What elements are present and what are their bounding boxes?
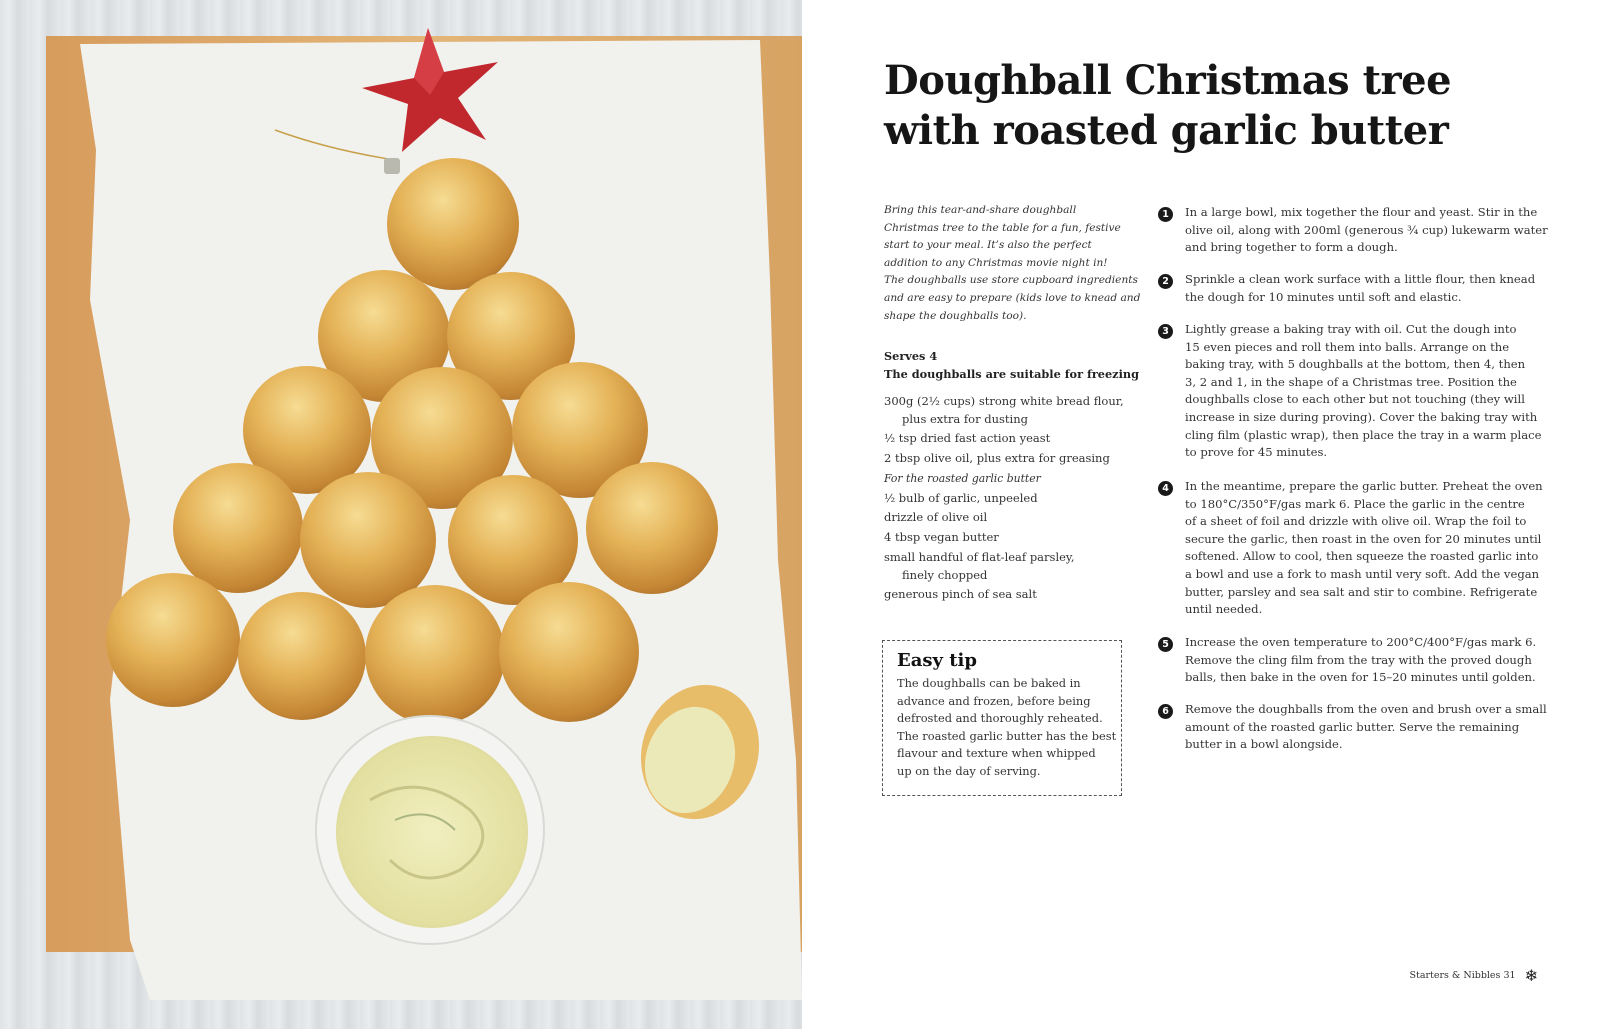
step-line: secure the garlic, then roast in the oven for 20 minutes until bbox=[1185, 531, 1542, 546]
ingredient-line: small handful of flat-leaf parsley, bbox=[884, 550, 1075, 565]
ingredient-item bbox=[884, 430, 1134, 448]
ingredient-line: generous pinch of sea salt bbox=[884, 587, 1037, 602]
step-line: In a large bowl, mix together the flour and yeast. Stir in the bbox=[1185, 205, 1538, 219]
ingredient-line: 4 tbsp vegan butter bbox=[884, 530, 999, 545]
step-line: increase in size during proving). Cover the baking tray with bbox=[1185, 409, 1538, 424]
page-footer bbox=[1410, 966, 1539, 985]
step-line: In the meantime, prepare the garlic butter. Preheat the oven bbox=[1185, 479, 1543, 493]
ingredient-line-continued: plus extra for dusting bbox=[902, 411, 1028, 426]
step-line: 3, 2 and 1, in the shape of a Christmas tree. Position the bbox=[1185, 374, 1517, 389]
serves-count: Serves 4 bbox=[884, 349, 938, 363]
step-number-badge: 1 bbox=[1158, 207, 1173, 222]
tip-line: up on the day of serving. bbox=[897, 763, 1041, 778]
tip-line: defrosted and thoroughly reheated. bbox=[897, 711, 1103, 726]
recipe-title bbox=[884, 56, 1564, 156]
step-line: softened. Allow to cool, then squeeze the roasted garlic into bbox=[1185, 549, 1539, 564]
tip-line: flavour and texture when whipped bbox=[897, 746, 1096, 761]
step-line: Remove the doughballs from the oven and brush over a small bbox=[1185, 702, 1547, 716]
step-line: olive oil, along with 200ml (generous ¾ cup) lukewarm water bbox=[1185, 222, 1548, 237]
ingredient-line: ½ bulb of garlic, unpeeled bbox=[884, 490, 1038, 505]
step-line: to prove for 45 minutes. bbox=[1185, 445, 1328, 460]
intro-line: start to your meal. It’s also the perfect bbox=[884, 239, 1092, 252]
step-number-badge: 5 bbox=[1158, 637, 1173, 652]
step-text bbox=[1185, 321, 1542, 462]
intro-line: The doughballs use store cupboard ingredients bbox=[884, 274, 1138, 287]
step-line: doughballs close to each other but not touching (they will bbox=[1185, 392, 1525, 407]
snowflake-icon: ❄ bbox=[1524, 966, 1538, 985]
ingredient-item bbox=[884, 450, 1134, 468]
step-line: and bring together to form a dough. bbox=[1185, 240, 1398, 255]
step-line: until needed. bbox=[1185, 602, 1263, 617]
step-line: baking tray, with 5 doughballs at the bottom, then 4, then bbox=[1185, 357, 1526, 372]
ingredient-line: 2 tbsp olive oil, plus extra for greasing bbox=[884, 451, 1110, 466]
step-number-badge: 6 bbox=[1158, 704, 1173, 719]
step-text bbox=[1185, 478, 1543, 619]
step-line: Lightly grease a baking tray with oil. Cut the dough into bbox=[1185, 322, 1517, 336]
ingredient-item bbox=[884, 490, 1134, 508]
ingredient-line: drizzle of olive oil bbox=[884, 510, 988, 525]
step-line: balls, then bake in the oven for 15–20 minutes until golden. bbox=[1185, 670, 1536, 685]
ingredient-line-continued: finely chopped bbox=[902, 567, 988, 582]
step-line: the dough for 10 minutes until soft and elastic. bbox=[1185, 289, 1462, 304]
step-line: 15 even pieces and roll them into balls. Arrange on the bbox=[1185, 339, 1510, 354]
ingredient-item bbox=[884, 509, 1134, 527]
ingredient-line: 300g (2½ cups) strong white bread flour, bbox=[884, 394, 1124, 408]
step-number-badge: 3 bbox=[1158, 324, 1173, 339]
ingredient-list bbox=[884, 393, 1134, 606]
step-line: to 180°C/350°F/gas mark 6. Place the garlic in the centre bbox=[1185, 496, 1525, 511]
step-line: cling film (plastic wrap), then place the tray in a warm place bbox=[1185, 427, 1542, 442]
tip-heading: Easy tip bbox=[897, 650, 977, 671]
step-line: amount of the roasted garlic butter. Serve the remaining bbox=[1185, 719, 1520, 734]
tip-text bbox=[897, 675, 1117, 781]
title-line: with roasted garlic butter bbox=[884, 107, 1449, 154]
section-name: Starters & Nibbles bbox=[1409, 970, 1501, 981]
garlic-butter-bowl bbox=[316, 716, 544, 944]
ingredient-item bbox=[884, 549, 1134, 584]
intro-line: Christmas tree to the table for a fun, festive bbox=[884, 221, 1121, 234]
tip-line: The roasted garlic butter has the best bbox=[897, 728, 1117, 743]
step-text bbox=[1185, 701, 1547, 754]
step-number-badge: 2 bbox=[1158, 274, 1173, 289]
ingredient-item bbox=[884, 529, 1134, 547]
ingredient-line: ½ tsp dried fast action yeast bbox=[884, 431, 1051, 446]
tip-line: advance and frozen, before being bbox=[897, 693, 1091, 708]
title-line: Doughball Christmas tree bbox=[884, 57, 1452, 104]
step-line: Remove the cling film from the tray with the proved dough bbox=[1185, 652, 1532, 667]
step-text bbox=[1185, 271, 1535, 306]
ingredient-item bbox=[884, 393, 1134, 428]
recipe-intro bbox=[884, 202, 1141, 325]
intro-line: shape the doughballs too). bbox=[884, 309, 1027, 322]
step-text bbox=[1185, 634, 1536, 687]
step-number-badge: 4 bbox=[1158, 481, 1173, 496]
step-line: a bowl and use a fork to mash until very soft. Add the vegan bbox=[1185, 566, 1540, 581]
intro-line: Bring this tear-and-share doughball bbox=[884, 204, 1077, 216]
step-line: Increase the oven temperature to 200°C/400°F/gas mark 6. bbox=[1185, 635, 1537, 649]
step-line: butter, parsley and sea salt and stir to combine. Refrigerate bbox=[1185, 584, 1538, 599]
step-line: Sprinkle a clean work surface with a little flour, then knead bbox=[1185, 272, 1536, 286]
step-text bbox=[1185, 204, 1548, 257]
serves-block bbox=[884, 348, 1139, 383]
tip-line: The doughballs can be baked in bbox=[897, 676, 1081, 690]
intro-line: and are easy to prepare (kids love to knead and bbox=[884, 291, 1141, 304]
ingredient-item bbox=[884, 586, 1134, 604]
freezing-note: The doughballs are suitable for freezing bbox=[884, 366, 1139, 381]
page-number: 31 bbox=[1503, 970, 1516, 981]
intro-line: addition to any Christmas movie night in! bbox=[884, 256, 1108, 269]
step-line: of a sheet of foil and drizzle with olive oil. Wrap the foil to bbox=[1185, 514, 1527, 529]
step-line: butter in a bowl alongside. bbox=[1185, 737, 1343, 752]
easy-tip-box bbox=[882, 640, 1122, 796]
garlic-butter-heading: For the roasted garlic butter bbox=[884, 471, 1041, 485]
